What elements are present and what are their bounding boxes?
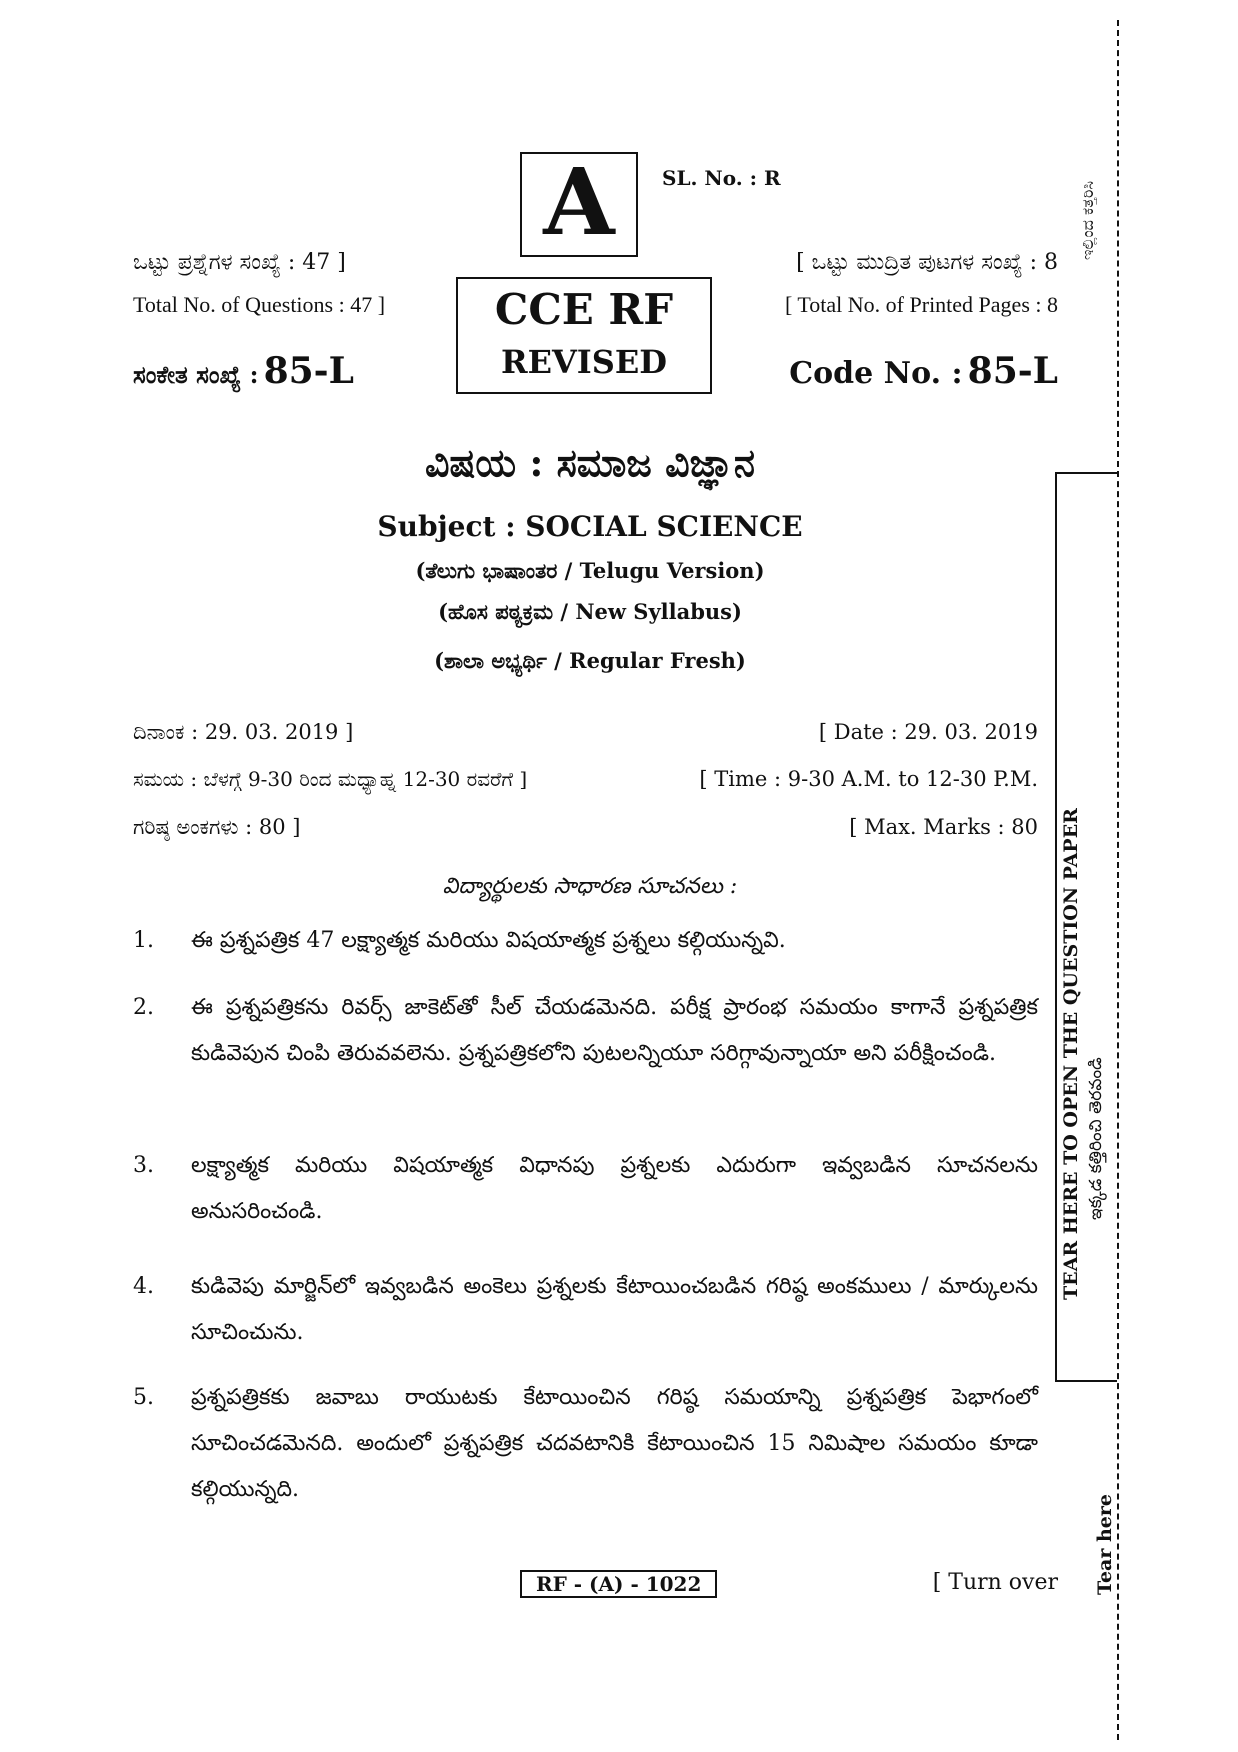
kn-total-pages: [ ಒಟ್ಟು ಮುದ್ರಿತ ಪುಟಗಳ ಸಂಖ್ಯೆ : 8 <box>796 250 1058 275</box>
kn-code-value: 85-L <box>263 350 354 392</box>
kn-marks: ಗರಿಷ್ಠ ಅಂಕಗಳು : 80 ] <box>133 815 301 839</box>
instruction-item <box>133 1143 1038 1235</box>
en-code-number <box>789 350 1058 392</box>
instruction-item <box>133 1375 1038 1513</box>
en-total-questions: Total No. of Questions : 47 ] <box>133 292 386 317</box>
te-tear-instruction: ఇక్కడ కత్తిరించి తెరవండి <box>1086 1057 1106 1220</box>
syllabus-line: (ಹೊಸ ಪಠ್ಯಕ್ರಮ / New Syllabus) <box>438 599 742 624</box>
kn-code-label: ಸಂಕೇತ ಸಂಖ್ಯೆ : <box>133 360 259 389</box>
candidate-line: (ಶಾಲಾ ಅಭ್ಯರ್ಥಿ / Regular Fresh) <box>434 648 746 673</box>
kn-code-number <box>133 350 354 392</box>
item-text: ఈ ప్రశ్నపత్రిక 47 లక్ష్యాత్మక మరియు విషయాత్మక ప్రశ్నలు కల్గియున్నవి. <box>191 928 786 953</box>
instruction-item <box>133 918 1038 964</box>
instruction-item <box>133 1264 1038 1356</box>
tear-line[interactable] <box>1117 20 1119 1740</box>
version-letter: A <box>543 148 615 256</box>
item-number: 5. <box>133 1385 154 1410</box>
kn-total-questions: ಒಟ್ಟು ಪ್ರಶ್ನೆಗಳ ಸಂಖ್ಯೆ : 47 ] <box>133 250 346 275</box>
item-text: ఈ ప్రశ్నపత్రికను రివర్స్ జాకెట్‌తో సీల్ చేయడమెనది. పరీక్ష ప్రారంభ సమయం కాగానే ప్రశ్నపత్రిక కుడివెపున చింపి తెరువవలెను. ప్రశ్నపత్రికలోని పుటలన్నియూ సరిగ్గావున్నాయా అని పరీక్షించండి. <box>191 995 1038 1066</box>
turn-over: [ Turn over <box>932 1570 1058 1595</box>
item-text: లక్ష్యాత్మక మరియు విషయాత్మక విధానపు ప్రశ్నలకు ఎదురుగా ఇవ్వబడిన సూచనలను అనుసరించండి. <box>191 1153 1038 1224</box>
exam-box <box>456 277 712 394</box>
en-code-label: Code No. : <box>789 356 963 391</box>
en-marks: [ Max. Marks : 80 <box>849 815 1038 839</box>
tear-instruction: TEAR HERE TO OPEN THE QUESTION PAPER <box>1060 808 1082 1300</box>
subject-en: Subject : SOCIAL SCIENCE <box>377 510 803 543</box>
version-line: (ತೆಲುಗು ಭಾಷಾಂತರ / Telugu Version) <box>415 558 765 583</box>
version-box <box>520 148 638 257</box>
subject-kn: ವಿಷಯ : ಸಮಾಜ ವಿಜ್ಞಾನ <box>425 440 755 485</box>
en-date: [ Date : 29. 03. 2019 <box>818 720 1038 744</box>
en-total-pages: [ Total No. of Printed Pages : 8 <box>784 292 1058 317</box>
item-text: ప్రశ్నపత్రికకు జవాబు రాయుటకు కేటాయించిన గరిష్ఠ సమయాన్ని ప్రశ్నపత్రిక పెభాగంలో సూచించడమెనది. అందులో ప్రశ్నపత్రిక చదవటానికి కేటాయించిన 15 నిమిషాల సమయం కూడా కల్గియున్నది. <box>191 1385 1038 1502</box>
instruction-item <box>133 985 1038 1077</box>
en-time: [ Time : 9-30 A.M. to 12-30 P.M. <box>699 767 1038 791</box>
item-number: 4. <box>133 1274 154 1299</box>
item-number: 1. <box>133 928 154 953</box>
instructions-heading: విద్యార్థులకు సాధారణ సూచనలు : <box>442 874 738 899</box>
exam-revised: REVISED <box>500 343 668 381</box>
en-code-value: 85-L <box>967 350 1058 392</box>
footer-code: RF - (A) - 1022 <box>520 1570 717 1598</box>
kn-date: ದಿನಾಂಕ : 29. 03. 2019 ] <box>133 720 354 744</box>
item-number: 2. <box>133 995 154 1020</box>
exam-name: CCE RF <box>494 285 674 334</box>
tear-here-label: Tear here <box>1094 1494 1116 1595</box>
serial-number: SL. No. : R <box>662 166 781 190</box>
item-text: కుడివెపు మార్జిన్‌లో ఇవ్వబడిన అంకెలు ప్రశ్నలకు కేటాయించబడిన గరిష్ఠ అంకములు / మార్కులను సూచించును. <box>191 1274 1038 1345</box>
item-number: 3. <box>133 1153 154 1178</box>
kn-time: ಸಮಯ : ಬೆಳಗ್ಗೆ 9-30 ರಿಂದ ಮಧ್ಯಾಹ್ನ 12-30 ರವರೆಗೆ ] <box>133 767 528 791</box>
kn-cut-here: ಇಲ್ಲಿಂದ ಕತ್ತರಿಸಿ <box>1078 181 1097 260</box>
